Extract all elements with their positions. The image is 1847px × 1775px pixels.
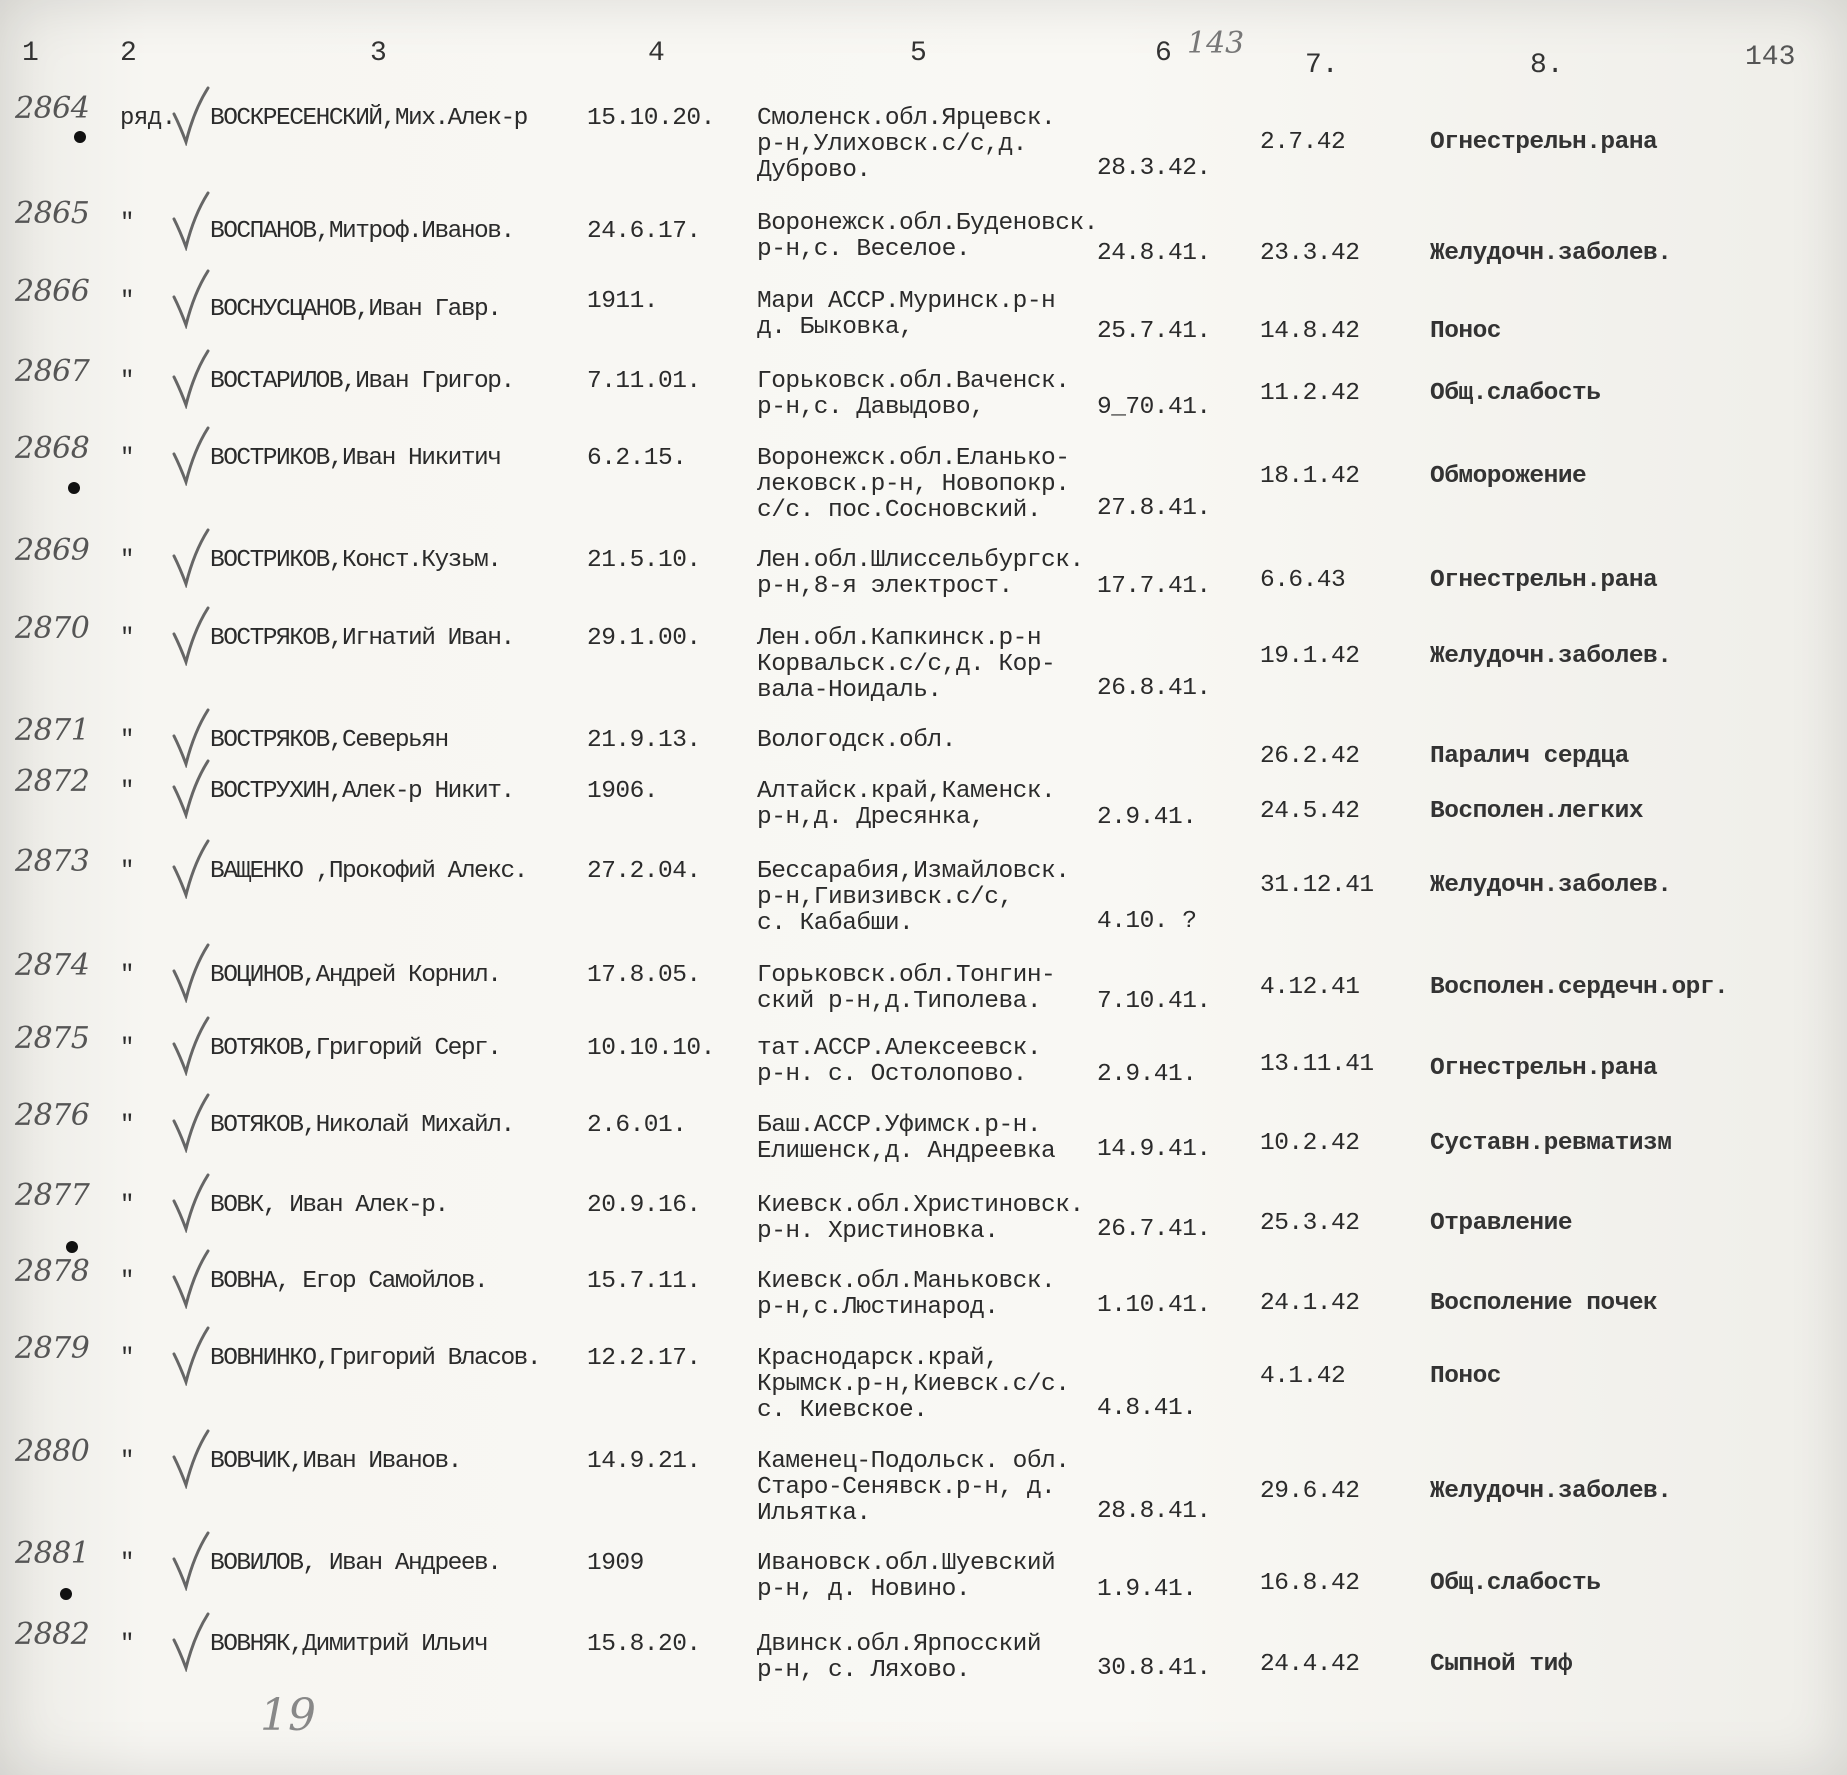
death-date: 24.5.42 [1260,798,1360,825]
rank-ditto: " [120,1448,134,1475]
enlist-date: 17.7.41. [1097,573,1211,600]
rank-ditto: " [120,1550,134,1577]
enlist-date: 30.8.41. [1097,1655,1211,1682]
person-name: ВОСНУСЦАНОВ,Иван Гавр. [210,296,501,323]
birth-date: 10.10.10. [587,1035,715,1062]
enlist-date: 14.9.41. [1097,1136,1211,1163]
checkmark-icon [170,759,210,819]
death-date: 6.6.43 [1260,567,1346,594]
record-number: 2864 [15,91,90,126]
punch-dot [74,131,86,143]
checkmark-icon [170,349,210,409]
checkmark-icon [170,1612,210,1672]
home-address: Мари АССР.Муринск.р-н д. Быковка, [757,288,1056,341]
death-cause: Суставн.ревматизм [1430,1130,1672,1157]
birth-date: 20.9.16. [587,1192,701,1219]
rank-ditto: " [120,1035,134,1062]
birth-date: 2.6.01. [587,1112,687,1139]
record-number: 2868 [15,431,90,466]
home-address: Воронежск.обл.Буденовск. р-н,с. Веселое. [757,210,1098,263]
death-date: 26.2.42 [1260,743,1360,770]
home-address: Ивановск.обл.Шуевский р-н, д. Новино. [757,1550,1056,1603]
col-header-4: 4 [648,38,665,69]
person-name: ВОСТРИКОВ,Иван Никитич [210,445,501,472]
enlist-date: 26.7.41. [1097,1216,1211,1243]
death-cause: Отравление [1430,1210,1573,1237]
death-date: 4.12.41 [1260,974,1360,1001]
checkmark-icon [170,191,210,251]
birth-date: 17.8.05. [587,962,701,989]
col-header-3: 3 [370,38,387,69]
death-cause: Желудочн.заболев. [1430,643,1672,670]
birth-date: 1906. [587,778,659,805]
page-number: 143 [1745,42,1796,73]
rank-ditto: " [120,962,134,989]
death-cause: Восполен.сердечн.орг. [1430,974,1729,1001]
death-date: 13.11.41 [1260,1051,1374,1078]
person-name: ВОВИЛОВ, Иван Андреев. [210,1550,501,1577]
birth-date: 7.11.01. [587,368,701,395]
home-address: Воронежск.обл.Еланько- лековск.р-н, Новопокр. с/с. пос.Сосновский. [757,445,1070,524]
person-name: ВОВНЯК,Димитрий Ильич [210,1631,488,1658]
checkmark-icon [170,528,210,588]
checkmark-icon [170,1173,210,1233]
birth-date: 15.8.20. [587,1631,701,1658]
birth-date: 27.2.04. [587,858,701,885]
person-name: ВОВК, Иван Алек-р. [210,1192,448,1219]
rank-ditto: " [120,445,134,472]
death-cause: Огнестрельн.рана [1430,129,1658,156]
birth-date: 21.9.13. [587,727,701,754]
rank-ditto: " [120,288,134,315]
home-address: Лен.обл.Капкинск.р-н Корвальск.с/с,д. Кор- вала-Ноидаль. [757,625,1056,704]
death-date: 4.1.42 [1260,1363,1346,1390]
col-header-2: 2 [120,38,137,69]
checkmark-icon [170,269,210,329]
person-name: ВОСТРЯКОВ,Игнатий Иван. [210,625,514,652]
home-address: Каменец-Подольск. обл. Старо-Сенявск.р-н, д. Ильятка. [757,1448,1070,1527]
death-cause: Сыпной тиф [1430,1651,1573,1678]
rank-ditto: " [120,625,134,652]
record-number: 2882 [15,1617,90,1652]
birth-date: 15.10.20. [587,105,715,132]
person-name: ВАЩЕНКО ,Прокофий Алекс. [210,858,527,885]
person-name: ВОСТАРИЛОВ,Иван Григор. [210,368,514,395]
checkmark-icon [170,426,210,486]
home-address: Смоленск.обл.Ярцевск. р-н,Улиховск.с/с,д. Дуброво. [757,105,1056,184]
death-date: 2.7.42 [1260,129,1346,156]
record-number: 2876 [15,1098,90,1133]
home-address: Горьковск.обл.Тонгин- ский р-н,д.Типолева. [757,962,1056,1015]
home-address: Горьковск.обл.Ваченск. р-н,с. Давыдово, [757,368,1070,421]
record-number: 2874 [15,948,90,983]
home-address: Двинск.обл.Ярпосский р-н, с. Ляхово. [757,1631,1042,1684]
birth-date: 29.1.00. [587,625,701,652]
checkmark-icon [170,1429,210,1489]
rank-ditto: " [120,778,134,805]
rank-ditto: " [120,368,134,395]
enlist-date: 1.10.41. [1097,1292,1211,1319]
person-name: ВОСТРУХИН,Алек-р Никит. [210,778,514,805]
record-number: 2877 [15,1178,90,1213]
birth-date: 15.7.11. [587,1268,701,1295]
death-date: 31.12.41 [1260,872,1374,899]
punch-dot [66,1241,78,1253]
home-address: тат.АССР.Алексеевск. р-н. с. Остолопово. [757,1035,1042,1088]
col-header-6: 6 [1155,38,1172,69]
death-cause: Понос [1430,318,1502,345]
person-name: ВОТЯКОВ,Николай Михайл. [210,1112,514,1139]
checkmark-icon [170,1531,210,1591]
death-date: 10.2.42 [1260,1130,1360,1157]
person-name: ВОВНА, Егор Самойлов. [210,1268,488,1295]
record-number: 2866 [15,274,90,309]
home-address: Киевск.обл.Маньковск. р-н,с.Люстинарод. [757,1268,1056,1321]
record-number: 2878 [15,1254,90,1289]
person-name: ВОСКРЕСЕНСКИЙ,Мих.Алек-р [210,105,527,132]
death-date: 18.1.42 [1260,463,1360,490]
death-date: 23.3.42 [1260,240,1360,267]
enlist-date: 28.8.41. [1097,1498,1211,1525]
enlist-date: 2.9.41. [1097,1061,1197,1088]
birth-date: 21.5.10. [587,547,701,574]
death-date: 16.8.42 [1260,1570,1360,1597]
record-number: 2865 [15,196,90,231]
death-date: 14.8.42 [1260,318,1360,345]
person-name: ВОВНИНКО,Григорий Власов. [210,1345,541,1372]
col-header-5: 5 [910,38,927,69]
punch-dot [68,482,80,494]
checkmark-icon [170,1016,210,1076]
home-address: Лен.обл.Шлиссельбургск. р-н,8-я электрост. [757,547,1084,600]
death-cause: Понос [1430,1363,1502,1390]
death-cause: Восполен.легких [1430,798,1644,825]
home-address: Краснодарск.край, Крымск.р-н,Киевск.с/с. с. Киевское. [757,1345,1070,1424]
death-date: 24.1.42 [1260,1290,1360,1317]
enlist-date: 1.9.41. [1097,1576,1197,1603]
death-cause: Общ.слабость [1430,380,1601,407]
enlist-date: 28.3.42. [1097,155,1211,182]
enlist-date: 9_70.41. [1097,394,1211,421]
record-number: 2867 [15,354,90,389]
death-cause: Общ.слабость [1430,1570,1601,1597]
enlist-date: 26.8.41. [1097,675,1211,702]
record-number: 2879 [15,1331,90,1366]
birth-date: 6.2.15. [587,445,687,472]
enlist-date: 25.7.41. [1097,318,1211,345]
record-number: 2881 [15,1536,90,1571]
birth-date: 14.9.21. [587,1448,701,1475]
checkmark-icon [170,1326,210,1386]
enlist-date: 2.9.41. [1097,804,1197,831]
enlist-date: 27.8.41. [1097,495,1211,522]
person-name: ВОЦИНОВ,Андрей Корнил. [210,962,501,989]
rank-ditto: " [120,1112,134,1139]
record-number: 2880 [15,1434,90,1469]
record-number: 2869 [15,533,90,568]
death-date: 29.6.42 [1260,1478,1360,1505]
death-cause: Восполение почек [1430,1290,1658,1317]
home-address: Киевск.обл.Христиновск. р-н. Христиновка. [757,1192,1084,1245]
rank-ditto: " [120,1268,134,1295]
person-name: ВОСТРИКОВ,Конст.Кузьм. [210,547,501,574]
rank-ditto: " [120,727,134,754]
death-cause: Желудочн.заболев. [1430,872,1672,899]
home-address: Алтайск.край,Каменск. р-н,д. Дресянка, [757,778,1056,831]
person-name: ВОСПАНОВ,Митроф.Иванов. [210,218,514,245]
death-cause: Желудочн.заболев. [1430,1478,1672,1505]
checkmark-icon [170,943,210,1003]
enlist-date: 4.10. ? [1097,908,1197,935]
home-address: Баш.АССР.Уфимск.р-н. Елишенск,д. Андреевка [757,1112,1056,1165]
death-date: 19.1.42 [1260,643,1360,670]
death-cause: Огнестрельн.рана [1430,567,1658,594]
checkmark-icon [170,1093,210,1153]
record-number: 2873 [15,844,90,879]
rank-ditto: " [120,547,134,574]
person-name: ВОСТРЯКОВ,Северьян [210,727,448,754]
death-date: 24.4.42 [1260,1651,1360,1678]
checkmark-icon [170,839,210,899]
handwritten-note: 19 [260,1690,316,1741]
col-header-8: 8. [1530,50,1564,81]
birth-date: 1909 [587,1550,644,1577]
death-cause: Обморожение [1430,463,1587,490]
rank-ditto: " [120,1192,134,1219]
birth-date: 12.2.17. [587,1345,701,1372]
enlist-date: 24.8.41. [1097,240,1211,267]
home-address: Вологодск.обл. [757,727,956,754]
rank-ditto: " [120,210,134,237]
rank-ditto: ряд. [120,105,176,132]
record-number: 2875 [15,1021,90,1056]
rank-ditto: " [120,1631,134,1658]
checkmark-icon [170,86,210,146]
death-cause: Огнестрельн.рана [1430,1055,1658,1082]
death-cause: Паралич сердца [1430,743,1629,770]
handwritten-mark: 143 [1187,26,1245,61]
enlist-date: 7.10.41. [1097,988,1211,1015]
death-date: 11.2.42 [1260,380,1360,407]
enlist-date: 4.8.41. [1097,1395,1197,1422]
birth-date: 24.6.17. [587,218,701,245]
death-cause: Желудочн.заболев. [1430,240,1672,267]
checkmark-icon [170,606,210,666]
record-number: 2872 [15,764,90,799]
rank-ditto: " [120,858,134,885]
col-header-7: 7. [1305,50,1339,81]
person-name: ВОТЯКОВ,Григорий Серг. [210,1035,501,1062]
checkmark-icon [170,1249,210,1309]
record-number: 2871 [15,713,90,748]
death-date: 25.3.42 [1260,1210,1360,1237]
rank-ditto: " [120,1345,134,1372]
person-name: ВОВЧИК,Иван Иванов. [210,1448,461,1475]
birth-date: 1911. [587,288,659,315]
home-address: Бессарабия,Измайловск. р-н,Гивизивск.с/с, с. Кабабши. [757,858,1070,937]
punch-dot [60,1588,72,1600]
record-number: 2870 [15,611,90,646]
col-header-1: 1 [22,38,39,69]
